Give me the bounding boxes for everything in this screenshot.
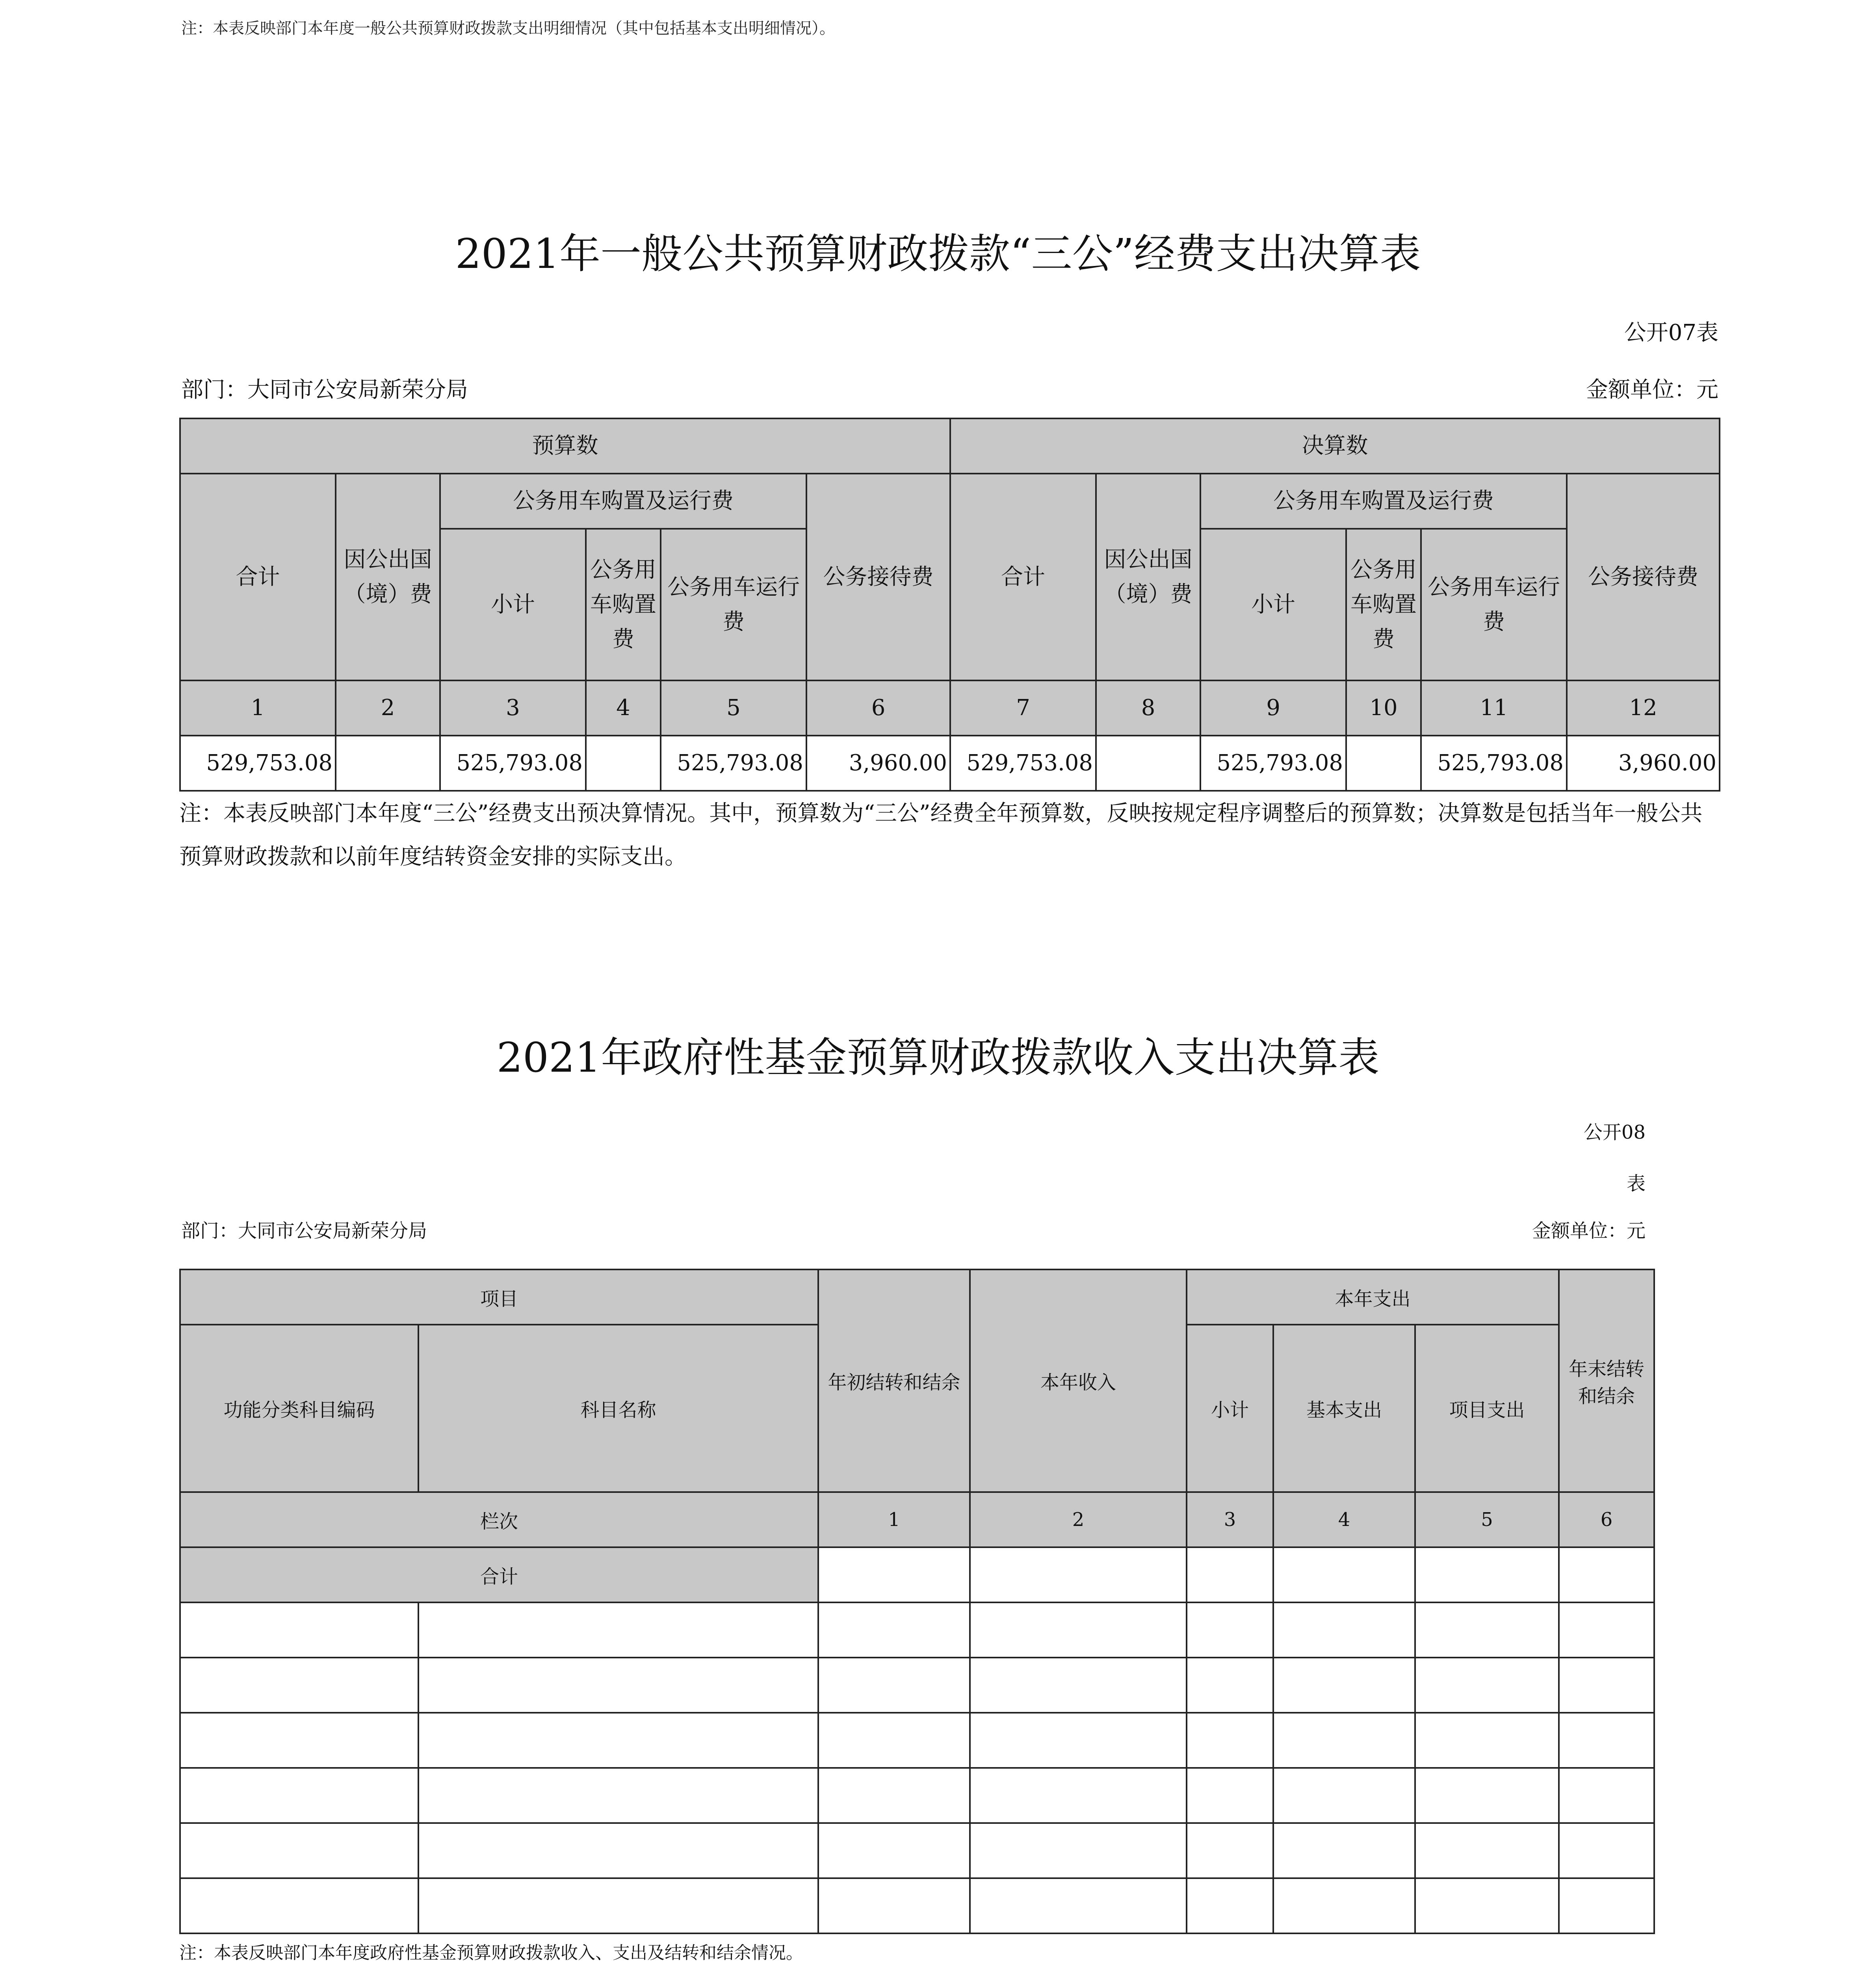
table2-note: 注：本表反映部门本年度政府性基金预算财政拨款收入、支出及结转和结余情况。 [179,1943,803,1963]
header-final: 决算数 [950,418,1720,474]
data-cell: 3,960.00 [1567,736,1720,791]
data-cell [1346,736,1421,791]
col-number: 5 [661,680,806,736]
empty-cell [818,1547,970,1602]
col-number: 6 [806,680,950,736]
table-row [180,1878,1654,1933]
header-subtotal: 小计 [1187,1325,1273,1492]
header-reception: 公务接待费 [1567,474,1720,680]
col-number: 1 [818,1492,970,1547]
col-number: 11 [1421,680,1567,736]
empty-cell [1187,1547,1273,1602]
header-income: 本年收入 [970,1269,1187,1492]
header-car-operation: 公务用车运行费 [661,529,806,680]
header-closing-balance: 年末结转和结余 [1559,1269,1654,1492]
table1-note: 注：本表反映部门本年度“三公”经费支出预决算情况。其中，预算数为“三公”经费全年预算数，反映按规定程序调整后的预算数；决算数是包括当年一般公共预算财政拨款和以前年度结转资金安排的实际支出。 [179,801,1703,870]
header-basic-expense: 基本支出 [1273,1325,1415,1492]
header-item: 项目 [180,1269,818,1325]
col-number: 3 [440,680,586,736]
data-cell: 529,753.08 [950,736,1096,791]
table1-code: 公开07表 [1624,320,1718,346]
data-cell [336,736,440,791]
header-car-purchase: 公务用车购置费 [1346,529,1421,680]
table-row [180,1602,1654,1658]
empty-cell [970,1547,1187,1602]
header-opening-balance: 年初结转和结余 [818,1269,970,1492]
table-row [180,1713,1654,1768]
col-number: 4 [1273,1492,1415,1547]
data-cell: 529,753.08 [180,736,336,791]
table2-code-suffix: 表 [1626,1173,1646,1195]
data-cell [1096,736,1200,791]
table-row [180,1823,1654,1878]
col-number: 7 [950,680,1096,736]
col-number: 8 [1096,680,1200,736]
col-number: 4 [586,680,661,736]
data-cell: 3,960.00 [806,736,950,791]
header-expense: 本年支出 [1187,1269,1559,1325]
col-number: 1 [180,680,336,736]
header-subject-name: 科目名称 [418,1325,818,1492]
header-abroad: 因公出国（境）费 [1096,474,1200,680]
table1-unit: 金额单位：元 [1586,377,1718,403]
header-total: 合计 [950,474,1096,680]
table1-title: 2021年一般公共预算财政拨款“三公”经费支出决算表 [455,230,1421,278]
table2-department: 部门：大同市公安局新荣分局 [181,1220,427,1242]
header-car-purchase: 公务用车购置费 [586,529,661,680]
col-number: 9 [1200,680,1346,736]
table1-department: 部门：大同市公安局新荣分局 [181,377,468,403]
three-public-expenses-table [179,418,1720,792]
header-function-code: 功能分类科目编码 [180,1325,418,1492]
col-number: 12 [1567,680,1720,736]
empty-cell [1273,1547,1415,1602]
header-car-operation: 公务用车运行费 [1421,529,1567,680]
header-total: 合计 [180,474,336,680]
col-number: 2 [970,1492,1187,1547]
data-cell: 525,793.08 [1421,736,1567,791]
col-number: 6 [1559,1492,1654,1547]
total-label: 合计 [180,1547,818,1602]
data-cell: 525,793.08 [440,736,586,791]
header-car-group: 公务用车购置及运行费 [1200,474,1567,529]
col-number: 5 [1415,1492,1559,1547]
data-cell: 525,793.08 [661,736,806,791]
col-number: 10 [1346,680,1421,736]
data-cell [586,736,661,791]
header-project-expense: 项目支出 [1415,1325,1559,1492]
government-fund-table [179,1269,1655,1934]
col-number: 3 [1187,1492,1273,1547]
empty-cell [1415,1547,1559,1602]
table2-unit: 金额单位：元 [1532,1220,1646,1242]
header-budget: 预算数 [180,418,950,474]
table2-title: 2021年政府性基金预算财政拨款收入支出决算表 [496,1033,1380,1082]
top-note: 注：本表反映部门本年度一般公共预算财政拨款支出明细情况（其中包括基本支出明细情况）。 [181,19,835,37]
empty-cell [1559,1547,1654,1602]
header-car-group: 公务用车购置及运行费 [440,474,806,529]
table-row [180,1768,1654,1823]
table2-code: 公开08 [1583,1121,1646,1143]
header-subtotal: 小计 [440,529,586,680]
col-number: 2 [336,680,440,736]
data-cell: 525,793.08 [1200,736,1346,791]
header-reception: 公务接待费 [806,474,950,680]
table-row [180,1658,1654,1713]
header-rank: 栏次 [180,1492,818,1547]
header-abroad: 因公出国（境）费 [336,474,440,680]
header-subtotal: 小计 [1200,529,1346,680]
